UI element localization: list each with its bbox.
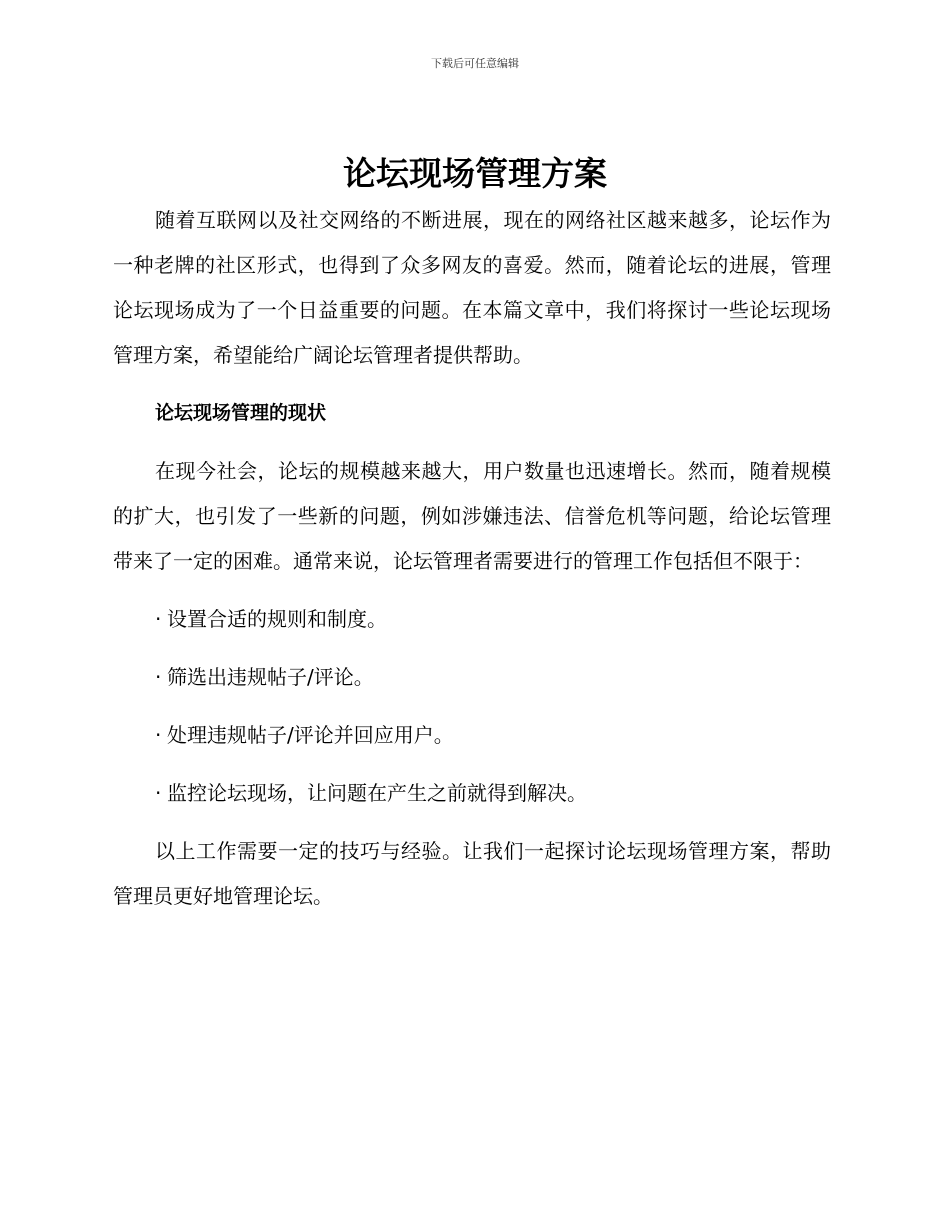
bullet-marker: ·	[155, 723, 162, 747]
list-item-text: 设置合适的规则和制度。	[167, 607, 387, 631]
section-paragraph: 在现今社会，论坛的规模越来越大，用户数量也迅速增长。然而，随着规模的扩大，也引发了一些新的问题，例如涉嫌违法、信誉危机等问题，给论坛管理带来了一定的困难。通常来说，论坛管理者需要进行的管理工作包括但不限于：	[113, 459, 831, 573]
bullet-list	[113, 597, 831, 816]
list-item-text: 筛选出违规帖子/评论。	[167, 665, 374, 689]
bullet-marker: ·	[155, 607, 162, 631]
document-title: 论坛现场管理方案	[343, 154, 607, 193]
document-body	[113, 198, 831, 919]
list-item	[155, 713, 831, 758]
closing-paragraph: 以上工作需要一定的技巧与经验。让我们一起探讨论坛现场管理方案，帮助管理员更好地管理论坛。	[113, 839, 831, 908]
section-heading: 论坛现场管理的现状	[155, 402, 327, 424]
list-item-text: 处理违规帖子/评论并回应用户。	[167, 723, 454, 747]
intro-paragraph: 随着互联网以及社交网络的不断进展，现在的网络社区越来越多，论坛作为一种老牌的社区形式，也得到了众多网友的喜爱。然而，随着论坛的进展，管理论坛现场成为了一个日益重要的问题。在本篇文章中，我们将探讨一些论坛现场管理方案，希望能给广阔论坛管理者提供帮助。	[113, 208, 831, 367]
list-item	[155, 597, 831, 642]
header-note: 下载后可任意编辑	[431, 57, 519, 70]
bullet-marker: ·	[155, 781, 162, 805]
list-item	[155, 771, 831, 816]
list-item-text: 监控论坛现场，让问题在产生之前就得到解决。	[167, 781, 587, 805]
bullet-marker: ·	[155, 665, 162, 689]
list-item	[155, 655, 831, 700]
